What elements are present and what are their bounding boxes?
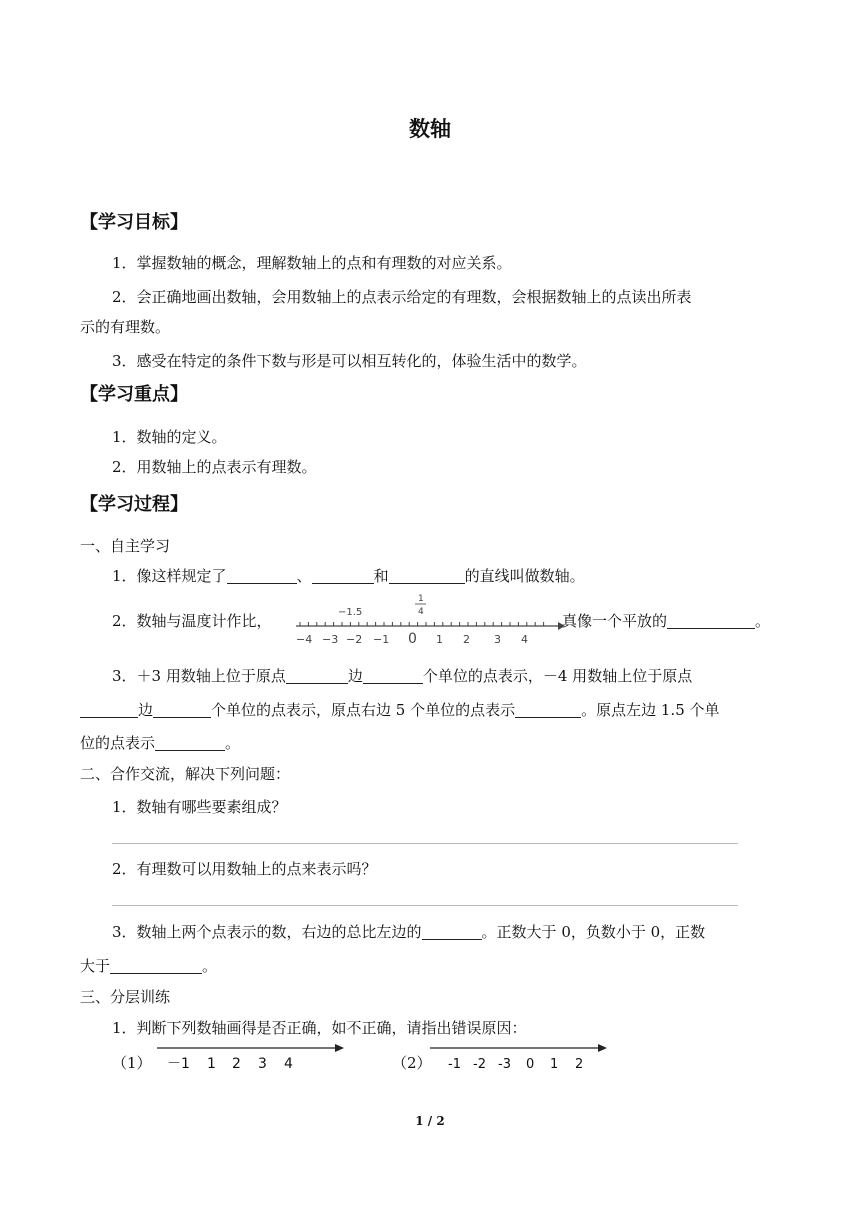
q2-text-b: 真像一个平放的 [562,612,668,630]
q3-text: 。 [202,957,218,975]
q2-text-c: 。 [755,612,771,630]
fraction-numerator: 1 [418,594,424,604]
tick-label: −4 [296,633,313,646]
q3-text: 位的点表示 [80,734,156,752]
q3-text: 。正数大于 0，负数小于 0，正数 [481,923,706,941]
q3-text: 3．＋3 用数轴上位于原点 [112,667,286,685]
number-line-2 [428,1040,608,1072]
answer-line[interactable] [112,905,738,906]
tick-label: −2 [346,633,363,646]
key-point-1: 1．数轴的定义。 [112,428,227,446]
axis-2-label: （2） [392,1054,432,1072]
q3-text: 3．数轴上两个点表示的数，右边的总比左边的 [112,923,422,941]
answer-blank[interactable] [153,701,211,718]
section-heading-goals: 【学习目标】 [80,212,188,233]
tick-label: 3 [494,633,501,646]
tick-label: -3 [498,1057,511,1072]
answer-blank[interactable] [80,701,138,718]
goal-item-1: 1．掌握数轴的概念，理解数轴上的点和有理数的对应关系。 [112,254,512,272]
tick-label: -1 [448,1057,461,1072]
answer-blank[interactable] [389,567,465,584]
part2-question-3-line1 [112,922,705,942]
answer-blank[interactable] [286,667,348,684]
q1-text-d: 的直线叫做数轴。 [464,567,585,585]
tick-label: 1 [436,633,443,646]
q3-text: 边 [138,701,154,719]
part2-question-3-line2 [80,956,217,976]
axis-arrow-icon [598,1044,607,1052]
key-point-2: 2．用数轴上的点表示有理数。 [112,458,317,476]
q3-text: 。 [225,734,241,752]
answer-blank[interactable] [312,567,374,584]
tick-label: 0 [526,1057,535,1072]
page-title: 数轴 [409,117,451,141]
part3-question-1: 1．判断下列数轴画得是否正确，如不正确，请指出错误原因： [112,1019,527,1037]
answer-blank[interactable] [667,612,755,629]
q3-text: 。原点左边 1.5 个单 [581,701,720,719]
part2-question-2: 2．有理数可以用数轴上的点来表示吗？ [112,860,377,878]
goal-item-3: 3．感受在特定的条件下数与形是可以相互转化的，体验生活中的数学。 [112,352,587,370]
q1-text-a: 1．像这样规定了 [112,567,227,585]
tick-label: －1 [167,1056,190,1072]
answer-blank[interactable] [110,957,202,974]
part1-question-3-line1 [112,666,692,686]
answer-blank[interactable] [363,667,423,684]
page-number: 1 / 2 [415,1114,445,1128]
answer-blank[interactable] [155,734,225,751]
axis-arrow-icon [335,1044,344,1052]
tick-label: 0 [408,631,417,647]
tick-label: 1 [550,1057,559,1072]
tick-label-neg-1-5: −1.5 [338,607,363,618]
q3-text: 个单位的点表示，原点右边 5 个单位的点表示 [211,701,516,719]
part1-question-3-line2 [80,700,720,720]
axis-1-label: （1） [112,1054,152,1072]
part2-question-1: 1．数轴有哪些要素组成？ [112,798,287,816]
thermometer-number-line [290,590,565,650]
fraction-denominator: 4 [418,607,424,617]
part1-question-3-line3 [80,733,240,753]
part2-heading: 二、合作交流，解决下列问题： [80,765,291,783]
part1-question-2-end [562,611,770,631]
part1-heading: 一、自主学习 [80,537,171,555]
goal-item-2: 2．会正确地画出数轴，会用数轴上的点表示给定的有理数，会根据数轴上的点读出所表 [112,288,692,306]
tick-label: 1 [207,1056,216,1072]
tick-label: −1 [373,633,390,646]
number-line-1 [155,1040,345,1072]
section-heading-key-points: 【学习重点】 [80,384,188,405]
section-heading-process: 【学习过程】 [80,494,188,515]
tick-label: -2 [473,1057,486,1072]
q2-text-a: 2．数轴与温度计作比， [112,612,272,630]
tick-label: 2 [463,633,470,646]
tick-label: 3 [258,1056,267,1072]
tick-label: 2 [575,1057,584,1072]
answer-blank[interactable] [227,567,297,584]
tick-label: 4 [521,633,528,646]
tick-label: −3 [322,633,339,646]
answer-line[interactable] [112,843,738,844]
part3-heading: 三、分层训练 [80,988,171,1006]
part1-question-1 [112,566,585,586]
q3-text: 边 [347,667,363,685]
goal-item-2-cont: 示的有理数。 [80,318,171,336]
tick-label: 2 [232,1056,241,1072]
q3-text: 大于 [80,957,111,975]
q3-text: 个单位的点表示，－4 用数轴上位于原点 [422,667,693,685]
tick-label: 4 [284,1056,293,1072]
answer-blank[interactable] [422,923,482,940]
answer-blank[interactable] [515,701,581,718]
q1-text-b: 、 [296,567,312,585]
q1-text-c: 和 [373,567,389,585]
